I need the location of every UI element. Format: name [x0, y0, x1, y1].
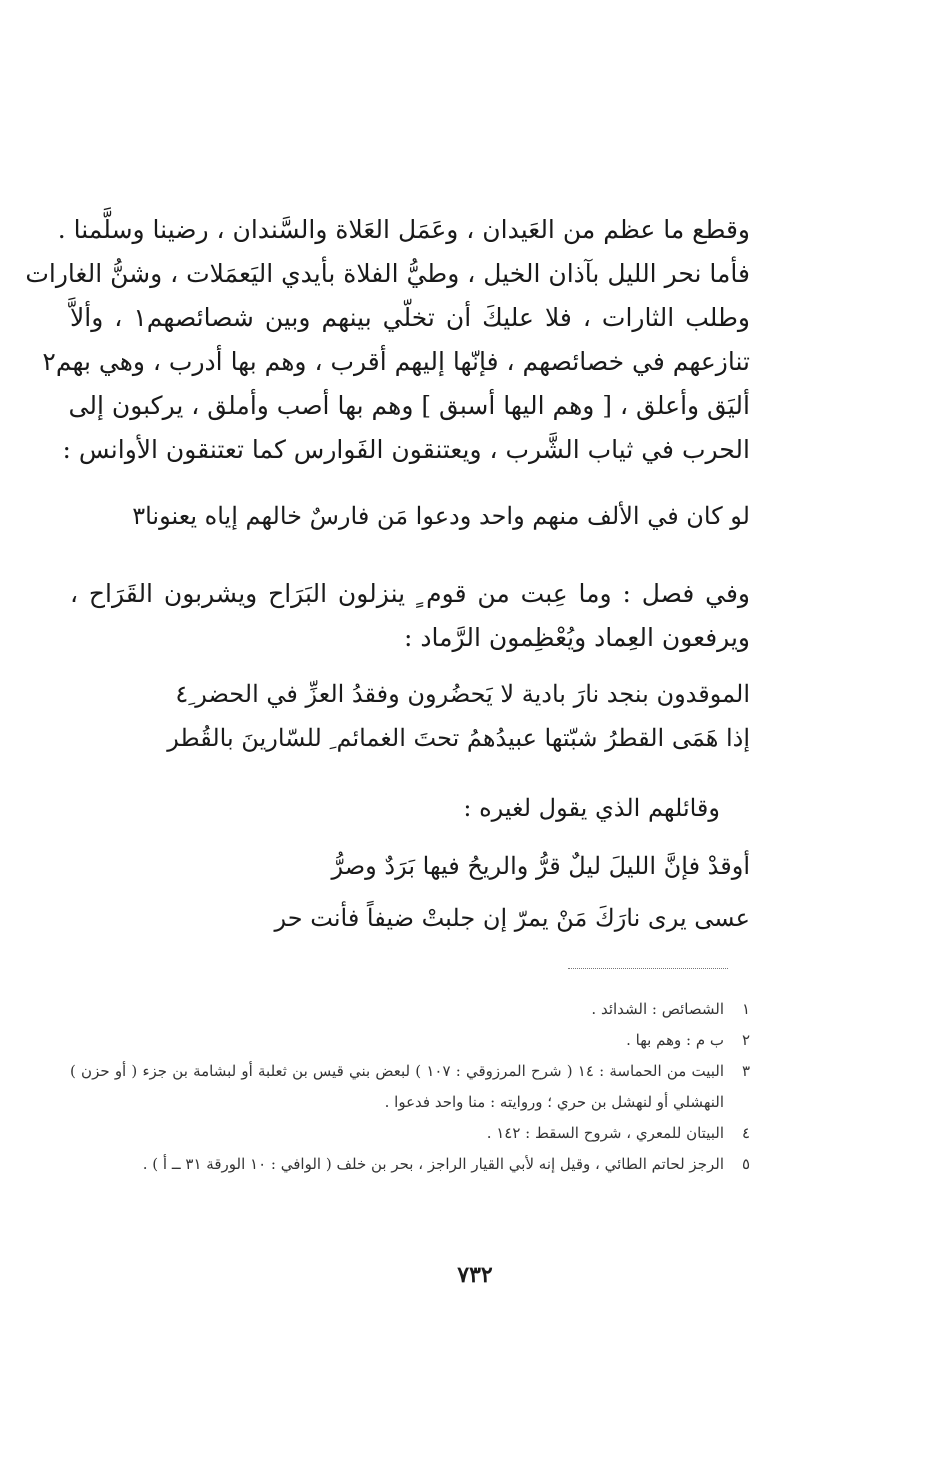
footnotes: [70, 994, 750, 1180]
text-line: وفي فصل : وما عِبت من قوم ٍ ينزلون البَرَاح ويشربون القَرَاح ،: [70, 579, 750, 608]
text-line: فأما نحر الليل بآذان الخيل ، وطيُّ الفلاة بأيدي اليَعمَلات ، وشنُّ الغارات: [25, 259, 750, 288]
verse-line: إذا هَمَى القطرُ شبّتها عبيدُهمُ تحتَ الغمائم ِ للسّارينَ بالقُطر: [167, 724, 750, 752]
verse-line: عسى يرى نارَكَ مَنْ يمرّ إن جلبتْ ضيفاً فأنت حر: [274, 904, 750, 932]
verse-line: الموقدون بنجد نارَ بادية لا يَحضُرون وفقدُ العزِّ في الحضر ِ٤: [175, 680, 750, 708]
footnote-number: ٤: [741, 1124, 750, 1142]
text-line: وقطع ما عظم من العَيدان ، وعَمَل العَلاة والسَّندان ، رضينا وسلَّمنا .: [57, 215, 750, 244]
footnote-separator: [568, 968, 728, 969]
poem-first: [70, 672, 750, 760]
footnote: [70, 994, 750, 1025]
second-paragraph: [70, 572, 750, 660]
footnote: [70, 1056, 750, 1118]
page-number: ٧٣٢: [457, 1262, 493, 1288]
verse-line: لو كان في الألف منهم واحد ودعوا مَن فارسٌ خالهم إياه يعنونا٣: [132, 502, 750, 530]
footnote: [70, 1025, 750, 1056]
footnote-text: ب م : وهم بها .: [626, 1031, 724, 1049]
footnote-text: البيت من الحماسة : ١٤ ( شرح المرزوقي : ١٠٧ ) لبعض بني قيس بن ثعلبة أو لبشامة بن جزء ( أو حزن ) النهشلي أو لنهشل بن حري ؛ وروايته : منا واحد فدعوا .: [70, 1062, 725, 1111]
text-line: وطلب الثارات ، فلا عليكَ أن تخلّي بينهم وبين شصائصهم١ ، وألاَّ: [70, 303, 750, 332]
footnote-text: الرجز لحاتم الطائي ، وقيل إنه لأبي القيار الراجز ، بحر بن خلف ( الوافي : ١٠ الورقة ٣١ ــ أ ) .: [142, 1155, 724, 1173]
text-line: أليَق وأعلق ، [ وهم اليها أسبق ] وهم بها أصب وأملق ، يركبون إلى: [68, 391, 750, 420]
intro-line: وقائلهم الذي يقول لغيره :: [463, 794, 720, 822]
footnote: [70, 1149, 750, 1180]
footnote-text: الشصائص : الشدائد .: [591, 1000, 724, 1018]
text-line: تنازعهم في خصائصهم ، فإنّها إليهم أقرب ، وهم بها أدرب ، وهي بهم٢: [42, 347, 750, 376]
footnote-number: ٥: [741, 1155, 750, 1173]
footnote: [70, 1118, 750, 1149]
verse-line: أوقدْ فإنَّ الليلَ ليلٌ قرُّ والريحُ فيها بَرَدٌ وصرُّ: [331, 852, 750, 880]
text-line: ويرفعون العِماد ويُعْظِمون الرَّماد :: [404, 623, 750, 652]
footnote-number: ٣: [741, 1062, 750, 1080]
text-line: الحرب في ثياب الشَّرب ، ويعتنقون الفَوارس كما تعتنقون الأوانس :: [62, 435, 750, 464]
verse-single: [70, 496, 750, 536]
poem-second: [70, 840, 750, 944]
poem-intro: [70, 788, 750, 828]
footnote-number: ١: [741, 1000, 750, 1018]
footnote-text: البيتان للمعري ، شروح السقط : ١٤٢ .: [486, 1124, 724, 1142]
main-paragraph: [25, 208, 750, 472]
footnote-number: ٢: [741, 1031, 750, 1049]
